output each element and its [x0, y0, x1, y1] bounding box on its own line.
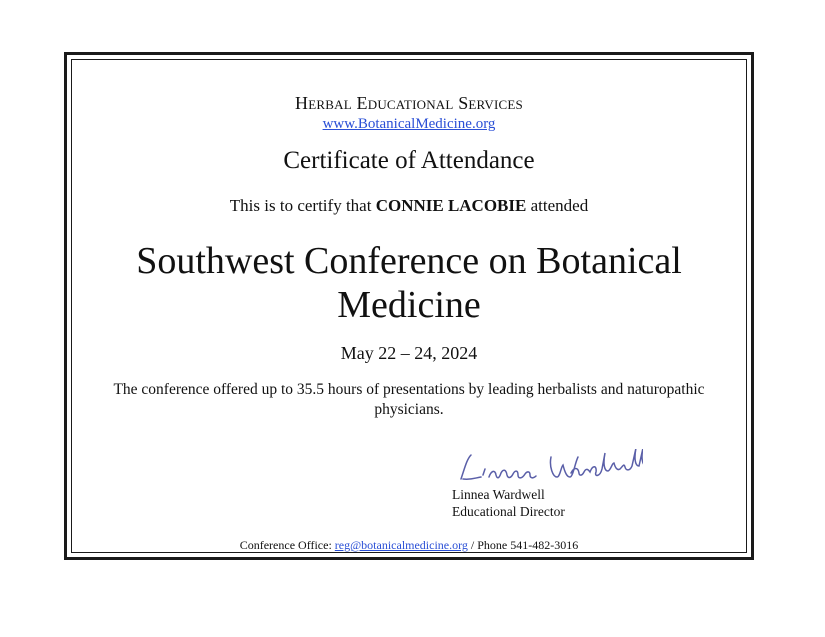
footer-office-label: Conference Office: [239, 538, 332, 552]
conference-dates: May 22 – 24, 2024 [340, 343, 478, 363]
website-link[interactable]: www.BotanicalMedicine.org [322, 116, 496, 132]
organization-name: Herbal Educational Services [295, 93, 523, 113]
footer-contact [67, 538, 751, 553]
certify-prefix: This is to certify that [229, 196, 372, 215]
signer-name: Linnea Wardwell [452, 487, 545, 502]
certificate-title: Certificate of Attendance [283, 147, 535, 174]
signer-title: Educational Director [452, 504, 565, 519]
conference-title: Southwest Conference on Botanical Medicine [136, 240, 682, 326]
footer-phone: / Phone 541-482-3016 [470, 538, 579, 552]
handwritten-signature [453, 449, 643, 489]
attendee-name: CONNIE LACOBIE [375, 196, 527, 215]
office-email-link[interactable]: reg@botanicalmedicine.org [334, 538, 468, 552]
certificate-frame [64, 52, 754, 560]
conference-description: The conference offered up to 35.5 hours of presentations by leading herbalists and naturopathic physicians. [113, 381, 705, 418]
certify-statement [67, 196, 751, 216]
certify-suffix: attended [530, 196, 589, 215]
